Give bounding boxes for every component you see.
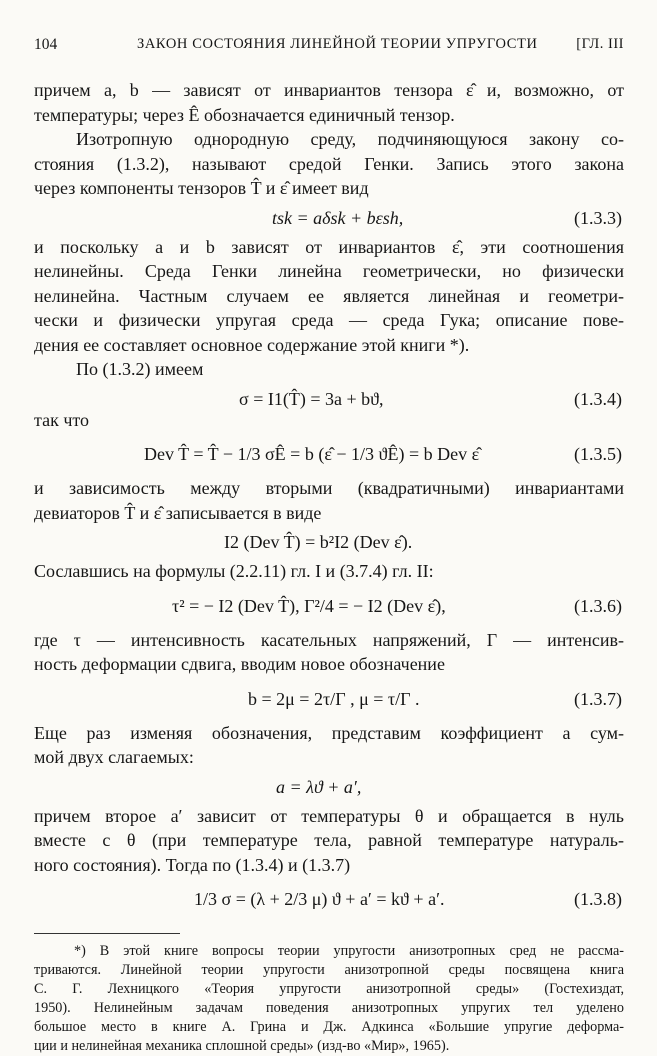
equation-number: (1.3.6) xyxy=(574,595,622,616)
equation-formula: b = 2μ = 2τ/Γ , μ = τ/Γ . xyxy=(248,688,420,709)
equation-formula: τ² = − I2 (Dev T̂), Γ²/4 = − I2 (Dev ε̂), xyxy=(172,595,446,616)
footnote-line: С. Г. Лехницкого «Теория упругости анизотропной среды» (Гостехиздат, xyxy=(34,981,624,997)
footnote-separator xyxy=(34,933,180,942)
equation-1-3-7 xyxy=(34,677,624,721)
text-line: нелинейны. Среда Генки линейна геометрически, но физически xyxy=(34,261,624,281)
text-line: так что xyxy=(34,409,90,430)
text-line: где τ — интенсивность касательных напряжений, Γ — интенсив- xyxy=(34,629,624,650)
text-line: По (1.3.2) имеем xyxy=(76,359,204,379)
text-line: ного состояния). Тогда по (1.3.4) и (1.3.7) xyxy=(34,854,351,875)
equation-formula: 1/3 σ = (λ + 2/3 μ) ϑ + a′ = kϑ + a′. xyxy=(194,889,445,909)
text-line: Изотропную однородную среду, подчиняющуюся закону со- xyxy=(76,129,624,149)
equation-formula: tsk = aδsk + bεsh, xyxy=(272,207,404,228)
running-head xyxy=(34,36,624,58)
text-line: через компоненты тензоров T̂ и ε̂ имеет вид xyxy=(34,178,369,198)
equation-formula: Dev T̂ = T̂ − 1/3 σÊ = b (ε̂ − 1/3 ϑÊ) = b Dev ε̂ xyxy=(144,444,480,464)
equation-number: (1.3.7) xyxy=(574,688,622,709)
text-line: дения ее составляет основное содержание этой книги *). xyxy=(34,334,470,355)
equation-formula: I2 (Dev T̂) = b²I2 (Dev ε̂). xyxy=(224,532,413,552)
equation-formula: a = λϑ + a′, xyxy=(276,776,362,797)
equation-number: (1.3.4) xyxy=(574,388,622,409)
footnote-line: *) В этой книге вопросы теории упругости анизотропных сред не рассма- xyxy=(74,943,624,959)
chapter-label: [ГЛ. III xyxy=(576,36,624,52)
footnote-line: триваются. Линейной теории упругости анизотропной среды посвящена книга xyxy=(34,962,624,978)
page-number: 104 xyxy=(34,36,58,53)
equation-1-3-8 xyxy=(34,877,624,921)
text-line: чески и физически упругая среда — среда Гука; описание пове- xyxy=(34,310,624,330)
text-line: и поскольку a и b зависят от инвариантов ε̂, эти соотношения xyxy=(34,236,624,257)
text-line: причем второе a′ зависит от температуры θ и обращается в нуль xyxy=(34,805,624,826)
equation-1-3-6 xyxy=(34,584,624,628)
text-line: причем a, b — зависят от инвариантов тензора ε̂ и, возможно, от xyxy=(34,80,624,100)
equation-1-3-3 xyxy=(34,201,624,235)
footnote-line: ции и нелинейная механика сплошной среды» (изд-во «Мир», 1965). xyxy=(34,1038,450,1054)
footnote-line: 1950). Нелинейным задачам поведения анизотропных упругих тел уделено xyxy=(34,1000,624,1016)
text-line: нелинейна. Частным случаем ее является линейная и геометри- xyxy=(34,285,624,306)
equation-invariant-relation xyxy=(34,525,624,559)
equation-coefficient-split xyxy=(34,770,624,804)
text-line: температуры; через Ê обозначается единичный тензор. xyxy=(34,104,455,125)
text-line: Еще раз изменяя обозначения, представим коэффициент a сум- xyxy=(34,722,624,743)
footnote xyxy=(34,942,624,1056)
text-line: и зависимость между вторыми (квадратичными) инвариантами xyxy=(34,478,624,498)
equation-number: (1.3.8) xyxy=(574,889,622,909)
equation-number: (1.3.5) xyxy=(574,444,622,464)
text-line: ность деформации сдвига, вводим новое обозначение xyxy=(34,654,445,674)
text-line: Сославшись на формулы (2.2.11) гл. I и (3.7.4) гл. II: xyxy=(34,561,434,581)
equation-number: (1.3.3) xyxy=(574,207,622,228)
running-title: ЗАКОН СОСТОЯНИЯ ЛИНЕЙНОЙ ТЕОРИИ УПРУГОСТИ xyxy=(137,36,538,52)
equation-1-3-5 xyxy=(34,432,624,476)
main-text xyxy=(34,78,624,1056)
equation-formula: σ = I1(T̂) = 3a + bϑ, xyxy=(239,388,384,409)
text-line: вместе с θ (при температуре тела, равной температуре натураль- xyxy=(34,830,624,850)
text-line: девиаторов T̂ и ε̂ записывается в виде xyxy=(34,502,322,523)
text-line: мой двух слагаемых: xyxy=(34,747,194,767)
text-line: стояния (1.3.2), называют средой Генки. Запись этого закона xyxy=(34,153,624,174)
footnote-line: большое место в книге А. Грина и Дж. Адкинса «Большие упругие деформа- xyxy=(34,1019,624,1035)
